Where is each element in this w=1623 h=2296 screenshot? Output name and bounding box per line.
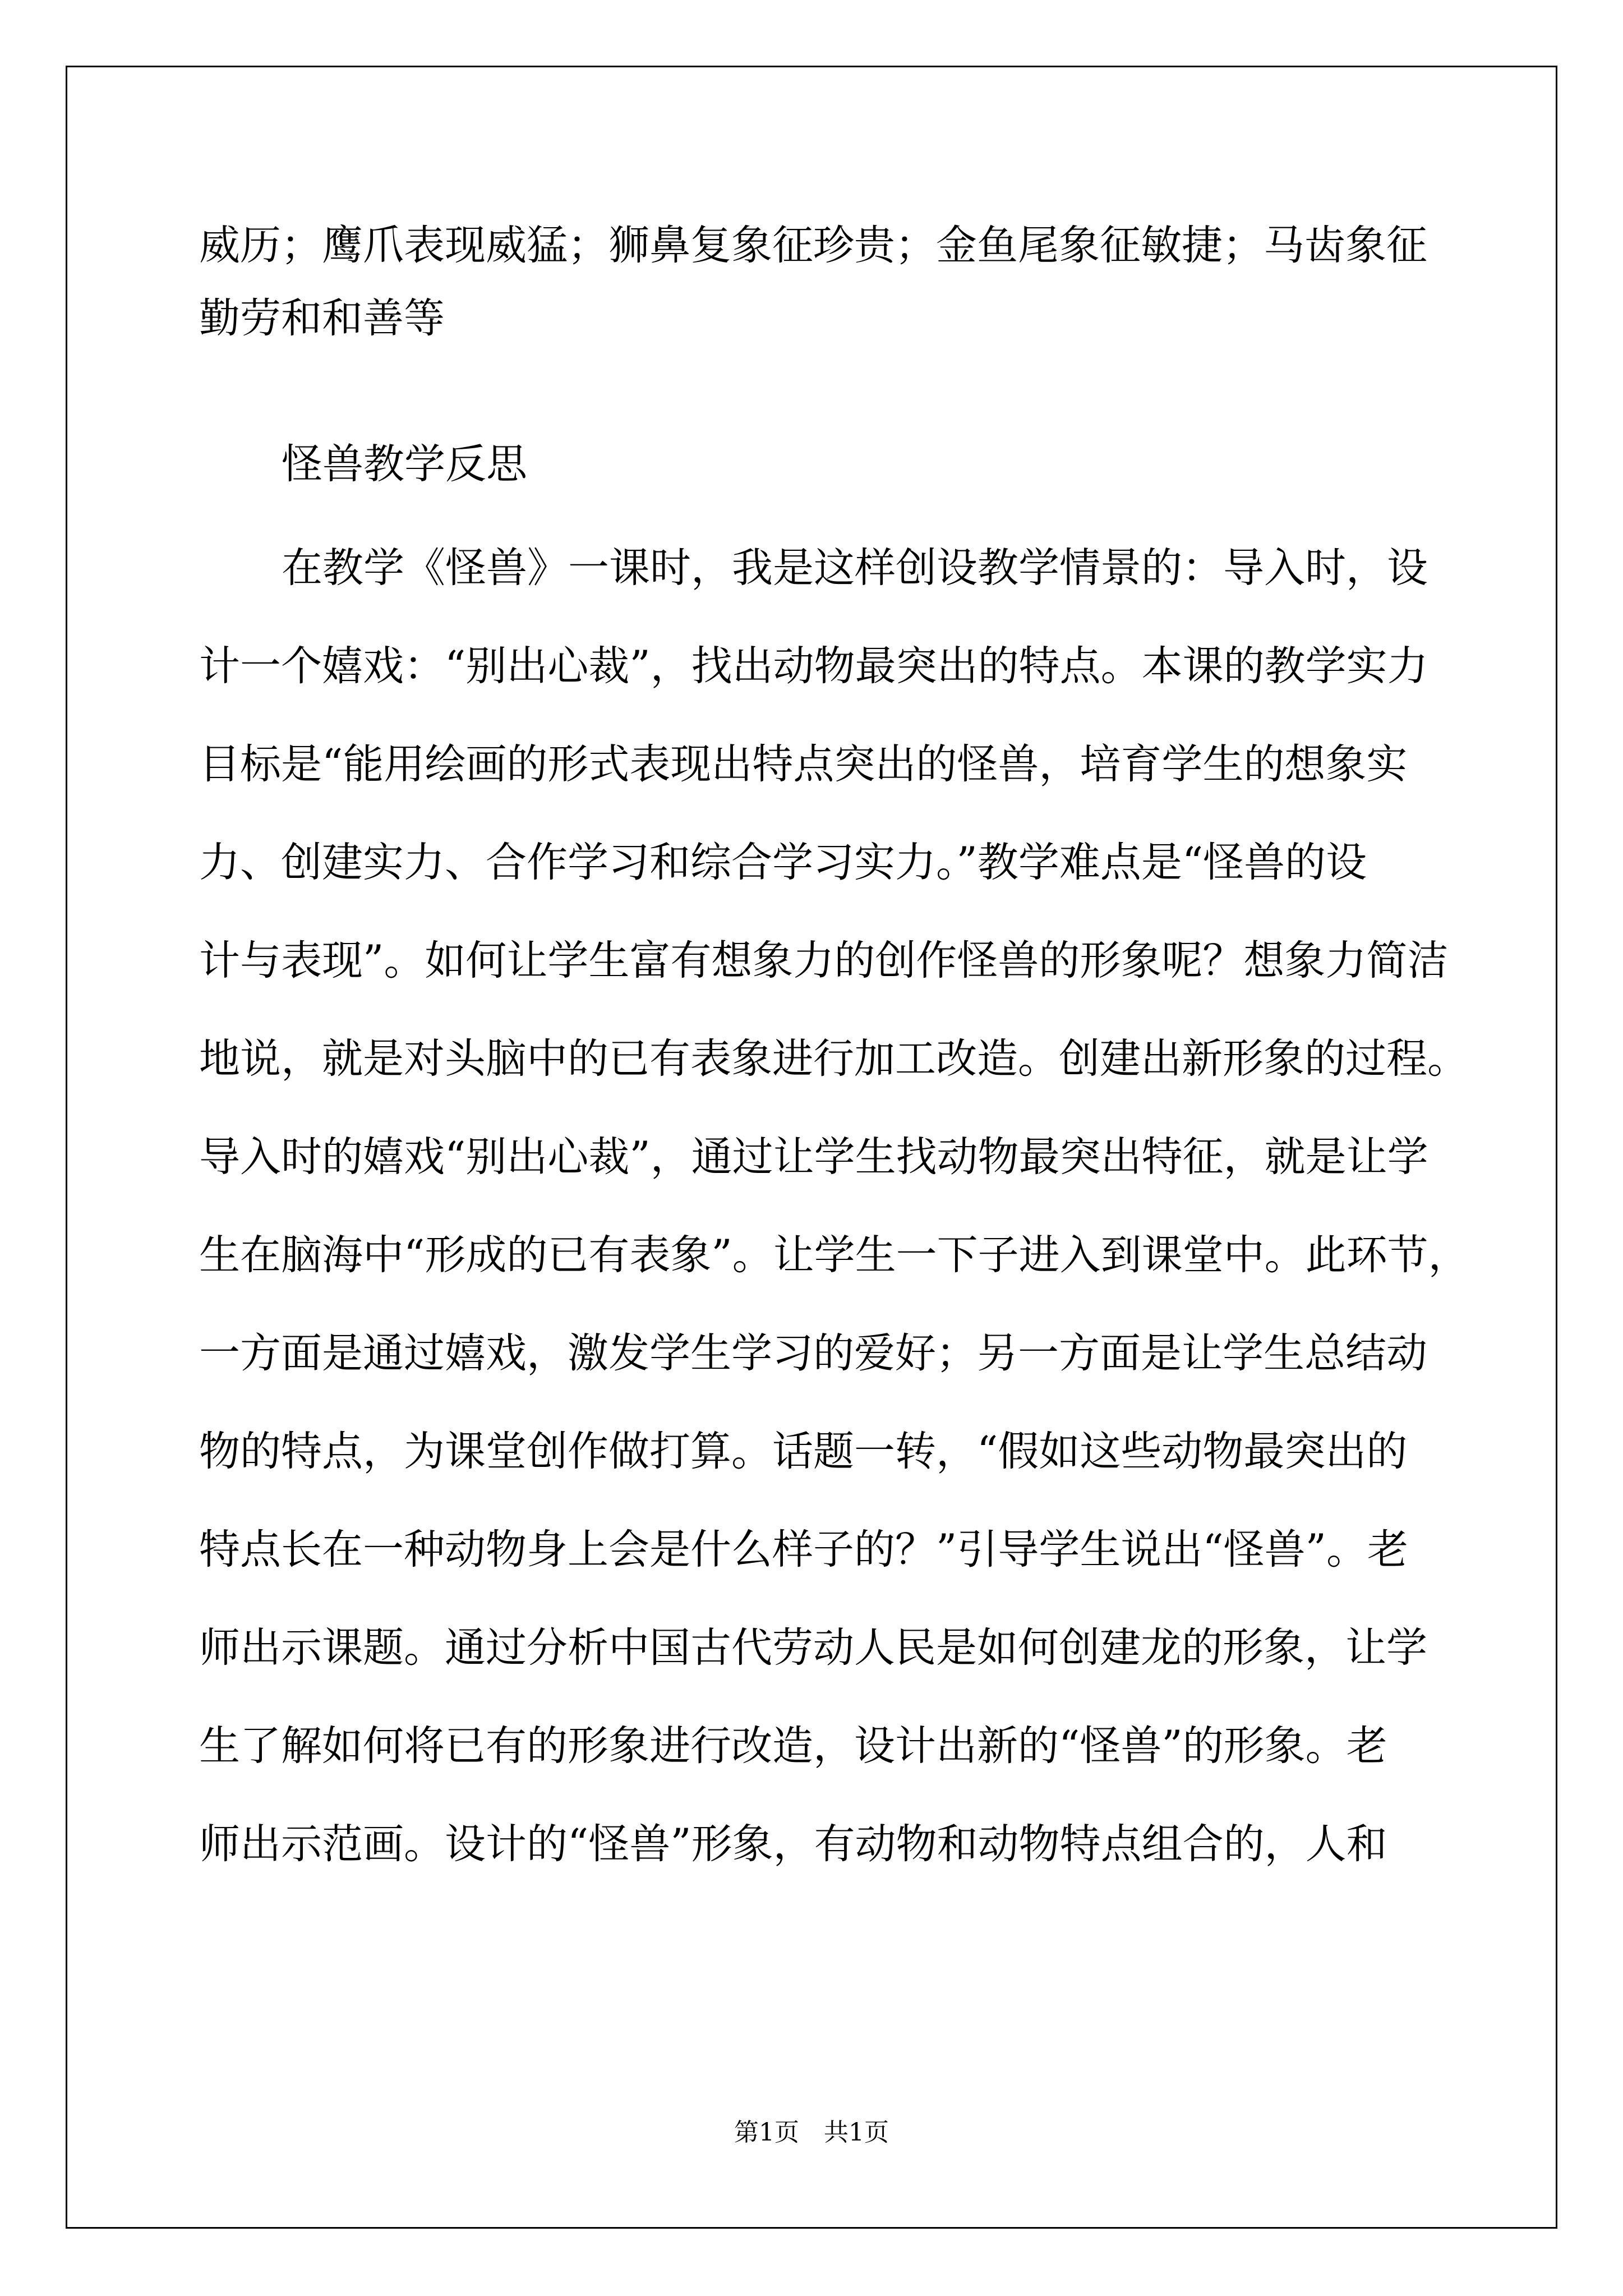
text-line: 生了解如何将已有的形象进行改造，设计出新的“怪兽”的形象。老 xyxy=(199,1722,1387,1770)
page-footer: 第1页 共1页 xyxy=(734,2118,889,2147)
text-line: 力、创建实力、合作学习和综合学习实力。”教学难点是“怪兽的设 xyxy=(199,839,1367,886)
text-line: 一方面是通过嬉戏，激发学生学习的爱好；另一方面是让学生总结动 xyxy=(199,1329,1427,1377)
text-line: 物的特点，为课堂创作做打算。话题一转，“假如这些动物最突出的 xyxy=(199,1428,1408,1475)
text-line: 目标是“能用绘画的形式表现出特点突出的怪兽，培育学生的想象实 xyxy=(199,740,1408,788)
text-line: 地说，就是对头脑中的已有表象进行加工改造。创建出新形象的过程。 xyxy=(199,1035,1468,1083)
text-line: 师出示课题。通过分析中国古代劳动人民是如何创建龙的形象，让学 xyxy=(199,1624,1427,1672)
text-line: 在教学《怪兽》一课时，我是这样创设教学情景的：导入时，设 xyxy=(282,544,1428,592)
text-line: 师出示范画。设计的“怪兽”形象，有动物和动物特点组合的，人和 xyxy=(199,1820,1387,1868)
text-line: 计一个嬉戏：“别出心裁”，找出动物最突出的特点。本课的教学实力 xyxy=(199,642,1428,690)
text-line: 特点长在一种动物身上会是什么样子的？”引导学生说出“怪兽”。老 xyxy=(199,1526,1408,1573)
text-line: 威历；鹰爪表现威猛；狮鼻复象征珍贵；金鱼尾象征敏捷；马齿象征 xyxy=(199,222,1427,269)
text-line: 导入时的嬉戏“别出心裁”，通过让学生找动物最突出特征，就是让学 xyxy=(199,1133,1428,1181)
text-line: 生在脑海中“形成的已有表象”。让学生一下子进入到课堂中。此环节， xyxy=(199,1231,1469,1279)
section-heading: 怪兽教学反思 xyxy=(282,440,527,488)
text-line: 计与表现”。如何让学生富有想象力的创作怪兽的形象呢？想象力简洁 xyxy=(199,937,1449,984)
text-line: 勤劳和和善等 xyxy=(199,295,445,342)
